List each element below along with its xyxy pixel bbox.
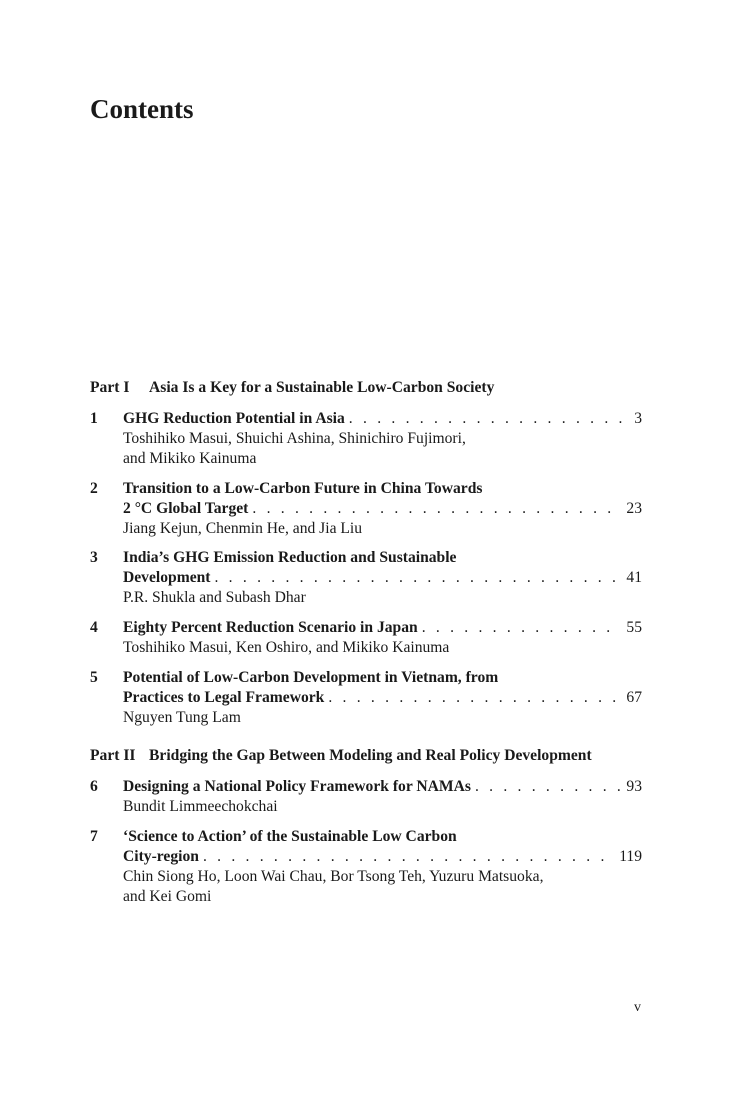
chapter-authors: P.R. Shukla and Subash Dhar [123,589,306,606]
chapter-number: 5 [90,669,98,686]
chapter-number: 4 [90,619,98,636]
chapter-number: 3 [90,549,98,566]
chapter-title[interactable]: India’s GHG Emission Reduction and Sustainable [123,549,457,566]
dot-leader [248,499,620,519]
chapter-page-number[interactable]: 93 [626,778,642,795]
chapter-authors: Toshihiko Masui, Ken Oshiro, and Mikiko Kainuma [123,639,450,656]
chapter-page-number[interactable]: 67 [626,689,642,706]
chapter-title[interactable]: GHG Reduction Potential in Asia [123,410,345,427]
chapter-title[interactable]: Development [123,569,211,586]
chapter-authors: Bundit Limmeechokchai [123,798,278,815]
chapter-title[interactable]: Eighty Percent Reduction Scenario in Japan [123,619,418,636]
chapter-authors: and Mikiko Kainuma [123,450,257,467]
chapter-authors: Nguyen Tung Lam [123,709,241,726]
chapter-number: 7 [90,828,98,845]
dot-leader [199,847,613,867]
chapter-page-number[interactable]: 23 [626,500,642,517]
dot-leader [210,568,620,588]
dot-leader [418,618,621,638]
chapter-page-number[interactable]: 41 [626,569,642,586]
chapter-authors: Chin Siong Ho, Loon Wai Chau, Bor Tsong Teh, Yuzuru Matsuoka, [123,868,544,885]
chapter-number: 1 [90,410,98,427]
chapter-title[interactable]: Practices to Legal Framework [123,689,325,706]
dot-leader [324,688,620,708]
chapter-page-number[interactable]: 119 [619,848,642,865]
toc-entry-chapter-1[interactable] [90,409,642,469]
part-heading [90,747,592,766]
toc-entry-chapter-7[interactable] [90,827,642,907]
part-title: Bridging the Gap Between Modeling and Real Policy Development [149,747,592,764]
chapter-page-number[interactable]: 3 [634,410,642,427]
chapter-title[interactable]: Transition to a Low-Carbon Future in China Towards [123,480,483,497]
page-folio: v [634,1000,641,1015]
toc-entry-chapter-6[interactable] [90,777,642,817]
toc-entry-chapter-5[interactable] [90,668,642,728]
toc-entry-chapter-3[interactable] [90,548,642,608]
chapter-title[interactable]: Designing a National Policy Framework for NAMAs [123,778,471,795]
chapter-authors: Toshihiko Masui, Shuichi Ashina, Shinichiro Fujimori, [123,430,466,447]
dot-leader [471,777,620,797]
toc-entry-chapter-4[interactable] [90,618,642,658]
chapter-page-number[interactable]: 55 [626,619,642,636]
chapter-authors: and Kei Gomi [123,888,212,905]
dot-leader [345,409,624,429]
toc-entry-chapter-2[interactable] [90,479,642,539]
chapter-title[interactable]: ‘Science to Action’ of the Sustainable Low Carbon [123,828,457,845]
chapter-title[interactable]: 2 °C Global Target [123,500,249,517]
chapter-title[interactable]: Potential of Low-Carbon Development in Vietnam, from [123,669,499,686]
chapter-title[interactable]: City-region [123,848,199,865]
chapter-authors: Jiang Kejun, Chenmin He, and Jia Liu [123,520,363,537]
page-title: Contents [90,94,194,124]
chapter-number: 6 [90,778,98,795]
part-heading [90,379,494,398]
part-title: Asia Is a Key for a Sustainable Low-Carbon Society [149,379,495,396]
part-label: Part I [90,379,130,396]
part-label: Part II [90,747,136,764]
chapter-number: 2 [90,480,98,497]
